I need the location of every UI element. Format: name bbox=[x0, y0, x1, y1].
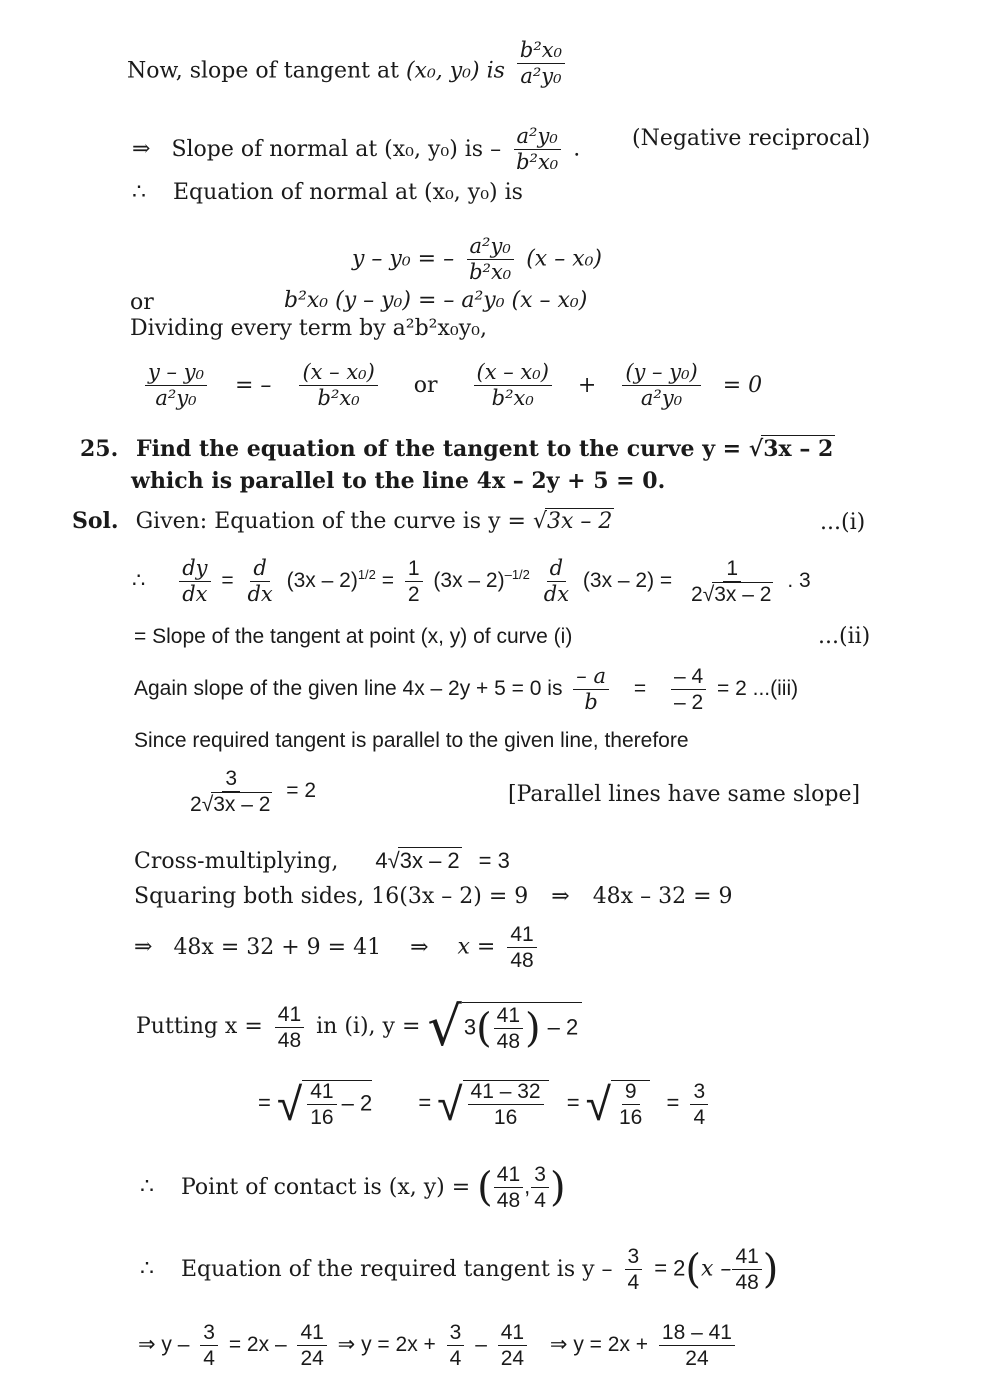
dividing-line: Dividing every term by a²b²x₀y₀, bbox=[130, 316, 487, 341]
or-label: or bbox=[130, 290, 154, 315]
sol-label: Sol. bbox=[72, 508, 119, 534]
therefore-symbol: ∴ bbox=[132, 180, 146, 205]
slope-normal-text: Slope of normal at (x₀, y₀) is – bbox=[171, 136, 502, 162]
slope-tangent-point: (x₀, y₀) is bbox=[405, 58, 505, 84]
slope-tangent-fraction: $\frac{\text{b²x₀}}{\text{a²y₀}}$ bbox=[517, 40, 565, 87]
slope-tangent-text: Now, slope of tangent at bbox=[127, 58, 399, 84]
question-text-1: Find the equation of the tangent to the curve y = bbox=[135, 436, 742, 462]
slope-normal-fraction: $\frac{\text{a²y₀}}{\text{b²x₀}}$ bbox=[513, 126, 561, 173]
normal-final-form: $\frac{\text{y – y₀}}{\text{a²y₀}}$ = – $\frac{\text{(x – x₀)}}{\text{b²x₀}}$ or $\frac{\text{(x – x₀)}}{\text{b²x₀}}$ + $\frac{\text{(y – y₀)}}{\text{a²y₀}}$ = 0 bbox=[140, 362, 762, 409]
again-slope-line: Again slope of the given line 4x – 2y + 5 = 0 is $\frac{- a}{b}$ = $\frac{- 4}{- 2}$ = 2 ...(iii) bbox=[134, 664, 799, 714]
simplification-line: = √ $\frac{41}{16}$ – 2 = √ $\frac{41 - 32}{16}$ = √ $\frac{9}{16}$ = $\frac{3}{4}$ bbox=[258, 1080, 713, 1128]
point-of-contact-line: ∴ Point of contact is (x, y) = ( $\frac{41}{48}$ , $\frac{3}{4}$ ) bbox=[140, 1163, 566, 1212]
putting-x-line: Putting x = $\frac{41}{48}$ in (i), y = √3( $\frac{41}{48}$ ) – 2 bbox=[136, 1000, 582, 1054]
implies-arrow: ⇒ bbox=[132, 136, 151, 162]
tangent-equation-line: ∴ Equation of the required tangent is y – $\frac{3}{4}$ = 2(x – $\frac{41}{48}$ ) bbox=[140, 1245, 779, 1294]
slope-tangent-at-point: = Slope of the tangent at point (x, y) of curve (i) bbox=[134, 625, 573, 648]
derivative-line: ∴ $\frac{dy}{dx}$ = $\frac{d}{dx}$ (3x – 2)$^{1/2}$ = $\frac{1}{2}$ (3x – 2)$^{-1/2}$ $\frac{d}{dx}$ (3x – 2) = $\frac{1}{2√3x - 2}$ . 3 bbox=[132, 556, 811, 606]
equation-normal-heading: ∴ Equation of normal at (x₀, y₀) is bbox=[132, 180, 523, 205]
since-line: Since required tangent is parallel to the given line, therefore bbox=[134, 729, 689, 752]
ref-i: ...(i) bbox=[820, 510, 866, 535]
question-number: 25. bbox=[80, 436, 119, 462]
ref-ii: ...(ii) bbox=[818, 624, 871, 649]
parallel-note: [Parallel lines have same slope] bbox=[508, 782, 861, 807]
slope-normal-line: ⇒ Slope of normal at (x₀, y₀) is – $\frac{\text{a²y₀}}{\text{b²x₀}}$ . bbox=[132, 124, 581, 174]
final-tangent-line: ⇒ y – $\frac{3}{4}$ = 2x – $\frac{41}{24}$ ⇒ y = 2x + $\frac{3}{4}$ – $\frac{41}{24}$ ⇒ y = 2x + $\frac{18 - 41}{24}$ bbox=[138, 1322, 740, 1369]
cross-multiplying-line: Cross-multiplying, 4√3x – 2 = 3 bbox=[134, 848, 510, 874]
question-root: 3x – 2 bbox=[763, 436, 834, 462]
question-text-2: which is parallel to the line 4x – 2y + 5 = 0. bbox=[131, 468, 666, 494]
normal-equation-expanded: b²x₀ (y – y₀) = – a²y₀ (x – x₀) bbox=[284, 288, 588, 313]
normal-equation-fraction: $\frac{\text{a²y₀}}{\text{b²x₀}}$ bbox=[466, 236, 514, 283]
solution-given-line: Sol. Given: Equation of the curve is y = √3x – 2 bbox=[72, 508, 613, 534]
normal-equation: y – y₀ = – $\frac{\text{a²y₀}}{\text{b²x₀}}$ (x – x₀) bbox=[352, 234, 603, 284]
x-value-line: ⇒ 48x = 32 + 9 = 41 ⇒ x = $\frac{41}{48}$ bbox=[134, 924, 542, 971]
question-25: 25. Find the equation of the tangent to the curve y = √3x – 2 bbox=[80, 436, 834, 462]
squaring-line: Squaring both sides, 16(3x – 2) = 9 ⇒ 48x – 32 = 9 bbox=[134, 884, 733, 909]
slope-tangent-line bbox=[127, 38, 570, 95]
parallel-equation: $\frac{3}{2√3x - 2}$ = 2 bbox=[190, 767, 317, 816]
negative-reciprocal-note: (Negative reciprocal) bbox=[632, 126, 871, 151]
